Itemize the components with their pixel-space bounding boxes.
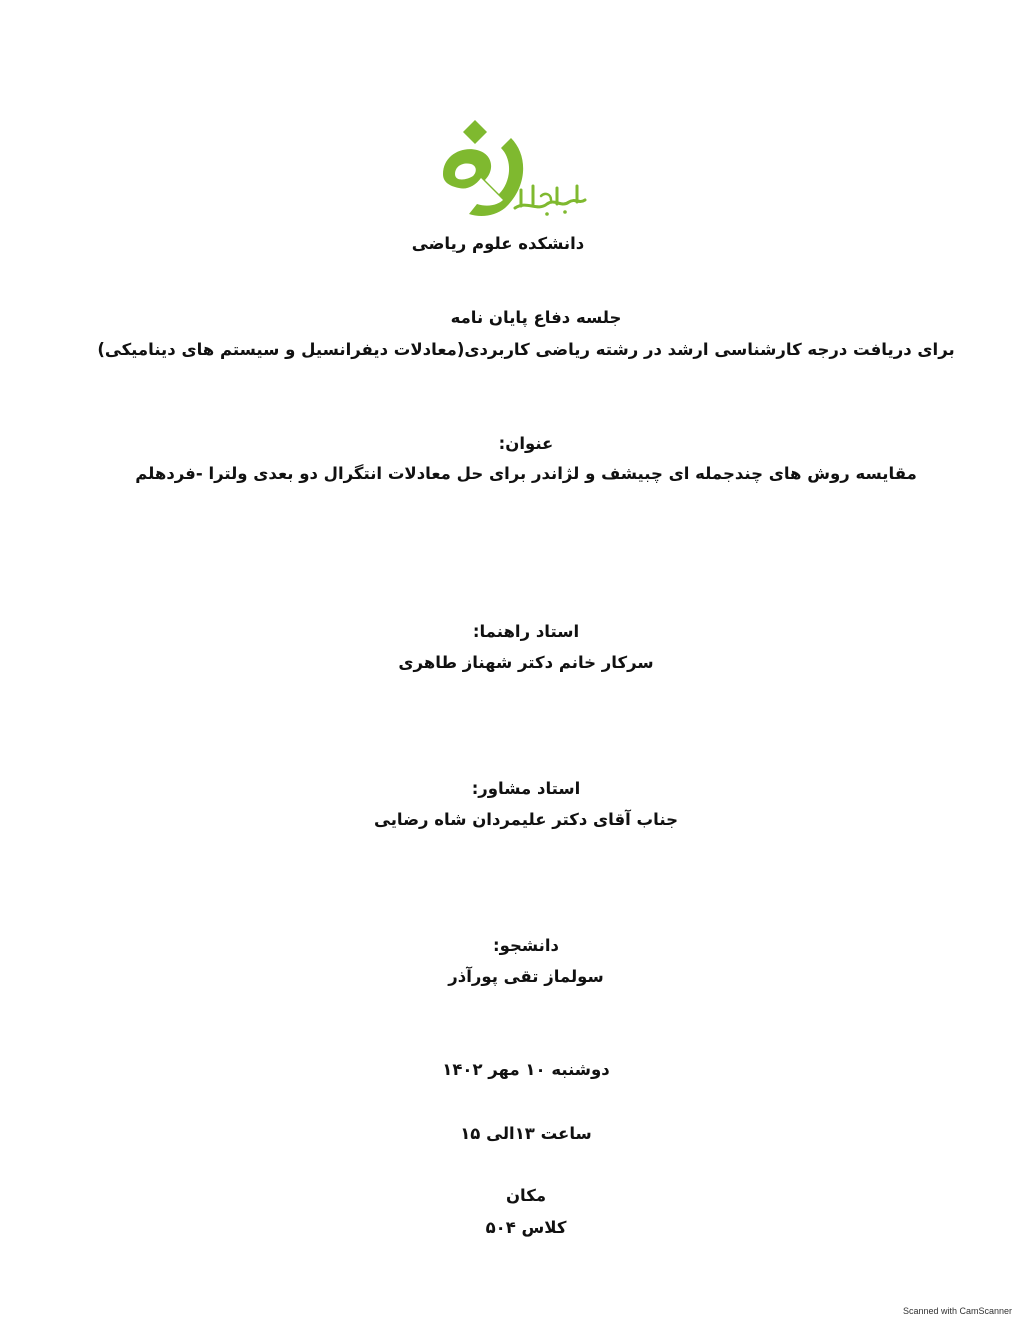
thesis-title-label: عنوان: xyxy=(498,434,554,453)
place-label: مکان xyxy=(505,1186,547,1205)
supervisor-label: استاد راهنما: xyxy=(472,622,580,641)
scanner-watermark: Scanned with CamScanner xyxy=(902,1306,1012,1316)
defense-date: دوشنبه ۱۰ مهر ۱۴۰۲ xyxy=(442,1060,610,1079)
advisor-label: استاد مشاور: xyxy=(471,779,581,798)
advisor-name: جناب آقای دکتر علیمردان شاه رضایی xyxy=(374,810,678,829)
student-label: دانشجو: xyxy=(493,936,559,955)
place-value: کلاس ۵۰۴ xyxy=(485,1218,567,1237)
degree-line: برای دریافت درجه کارشناسی ارشد در رشته ریاضی کاربردی(معادلات دیفرانسیل و سیستم های دینامیکی) xyxy=(97,340,955,359)
session-title: جلسه دفاع پایان نامه xyxy=(450,308,622,327)
supervisor-name: سرکار خانم دکتر شهناز طاهری xyxy=(398,653,654,672)
student-name: سولماز تقی پورآذر xyxy=(448,967,604,986)
thesis-title: مقایسه روش های چندجمله ای چبیشف و لژاندر برای حل معادلات انتگرال دو بعدی ولترا -فردهلم xyxy=(135,464,917,483)
university-logo xyxy=(437,116,589,220)
defense-time: ساعت ۱۳الی ۱۵ xyxy=(460,1124,592,1143)
faculty-name: دانشکده علوم ریاضی xyxy=(411,234,585,253)
